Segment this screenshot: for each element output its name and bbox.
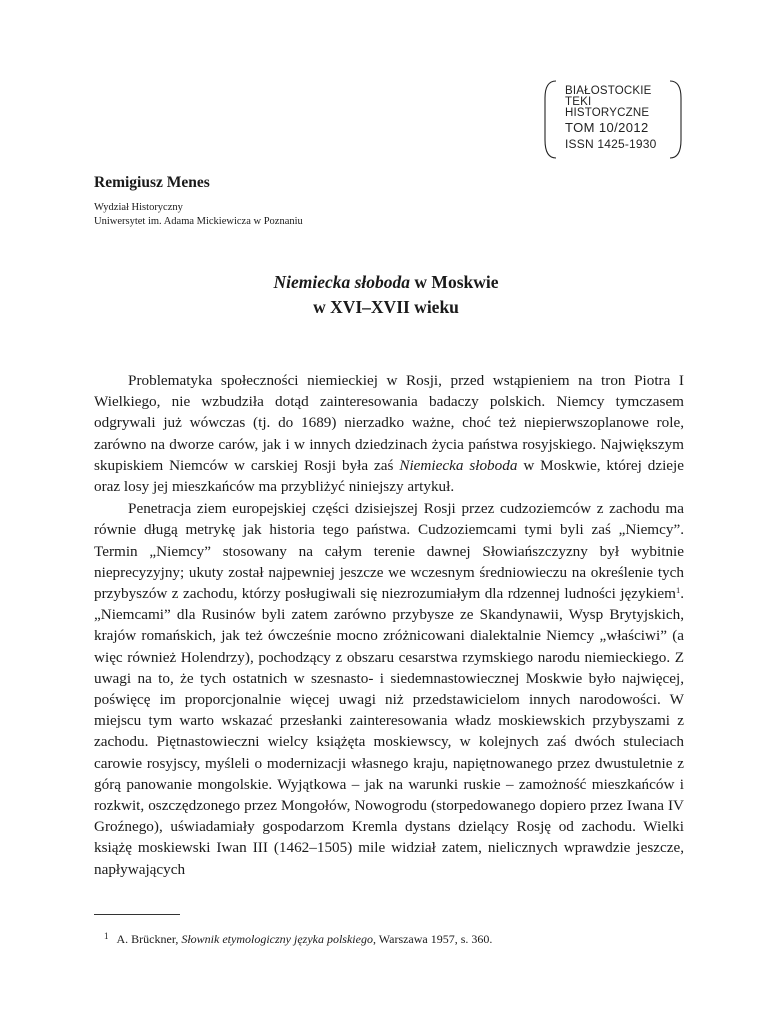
article-body xyxy=(94,370,684,880)
paragraph-1-text-b: w Moskwie, której dzieje oraz losy jej mieszkańców ma przybliżyć niniejszy artykuł. xyxy=(94,456,684,496)
footnote-1 xyxy=(104,929,492,947)
footnote-text-a: A. Brückner, xyxy=(116,932,182,946)
author-block xyxy=(94,174,303,229)
journal-logo xyxy=(542,78,684,164)
paragraph-1-text-a: Problematyka społeczności niemieckiej w Rosji, przed wstąpieniem na tron Piotra I Wielkiego, nie wzbudziła dotąd zainteresowania badaczy polskich. Niemcy tymczasem odgrywali już wówczas (tj. do 1689) nierzadko ważne, choć też niepierwszoplanowe role, zarówno na dworze carów, jak i w innych dziedzinach życia państwa rosyjskiego. Największym skupiskiem Niemców w carskiej Rosji była zaś xyxy=(94,372,684,474)
footnote-separator xyxy=(94,914,180,915)
title-italic-part: Niemiecka słoboda xyxy=(273,272,411,292)
paragraph-2 xyxy=(94,498,684,880)
footnote-italic-title: Słownik etymologiczny języka polskiego xyxy=(181,932,373,946)
paragraph-1-italic: Niemiecka słoboda xyxy=(399,456,518,474)
footnote-mark: 1 xyxy=(104,931,109,941)
title-line1 xyxy=(94,270,678,295)
paragraph-2-text-a: Penetracja ziem europejskiej części dzisiejszej Rosji przez cudzoziemców z zachodu ma równie długą metrykę jak historia tego państwa. Cudzoziemcami tymi byli zaś „Niemcy”. Termin „Niemcy” stosowany na całym terenie dawnej Słowiańszczyzny był wybitnie nieprecyzyjny; ukuty został najpewniej jeszcze we wczesnym średniowieczu na określenie tych przybyszów z zachodu, którzy posługiwali się niezrozumiałym dla rdzennej ludności językiem xyxy=(94,500,684,603)
author-affiliation-university: Uniwersytet im. Adama Mickiewicza w Poznaniu xyxy=(94,216,303,227)
journal-name-line1: BIAŁOSTOCKIE xyxy=(565,85,652,97)
paragraph-1 xyxy=(94,370,684,497)
journal-volume: TOM 10/2012 xyxy=(565,120,649,135)
article-title xyxy=(94,270,678,320)
journal-name-line3: HISTORYCZNE xyxy=(565,107,650,119)
journal-issn: ISSN 1425-1930 xyxy=(565,137,657,151)
footnote-reference[interactable]: 1 xyxy=(675,585,681,596)
title-line2: w XVI–XVII wieku xyxy=(313,297,459,317)
paragraph-2-text-b: . „Niemcami” dla Rusinów byli zatem zarówno przybysze ze Skandynawii, Wysp Brytyjskich, krajów romańskich, jak też ówcześnie mocno zróżnicowani dialektalnie Niemcy „właściwi” (a więc również Holendrzy), pochodzący z obszaru cesarstwa rzymskiego narodu niemieckiego. Z uwagi na to, że tych ostatnich w szesnasto- i siedemnastowiecznej Moskwie było najwięcej, poświęcę im proporcjonalnie więcej uwagi niż przedstawicielom innych narodowości. W miejscu tym warto wskazać przesłanki zainteresowania władz moskiewskich przybyszami z zachodu. Piętnastowieczni wielcy książęta moskiewscy, w kolejnych zaś dwóch stuleciach carowie rosyjscy, myśleli o modernizacji własnego kraju, napiętnowanego przez dwustuletnie z górą panowanie mongolskie. Wyjątkowa – jak na warunki ruskie – zamożność mieszkańców i rozkwit, oszczędzonego przez Mongołów, Nowogrodu (storpedowanego dopiero przez Iwana IV Groźnego), uświadamiały gospodarzom Kremla dystans dzielący Rosję od zachodu. Wielki książę moskiewski Iwan III (1462–1505) mile widział zatem, nielicznych wprawdzie jeszcze, napływających xyxy=(94,585,684,878)
author-name: Remigiusz Menes xyxy=(94,174,210,191)
author-affiliation-faculty: Wydział Historyczny xyxy=(94,202,183,213)
journal-name-line2: TEKI xyxy=(565,96,592,108)
title-rest-line1: w Moskwie xyxy=(410,272,499,292)
footnote-text-b: , Warszawa 1957, s. 360. xyxy=(372,932,493,946)
